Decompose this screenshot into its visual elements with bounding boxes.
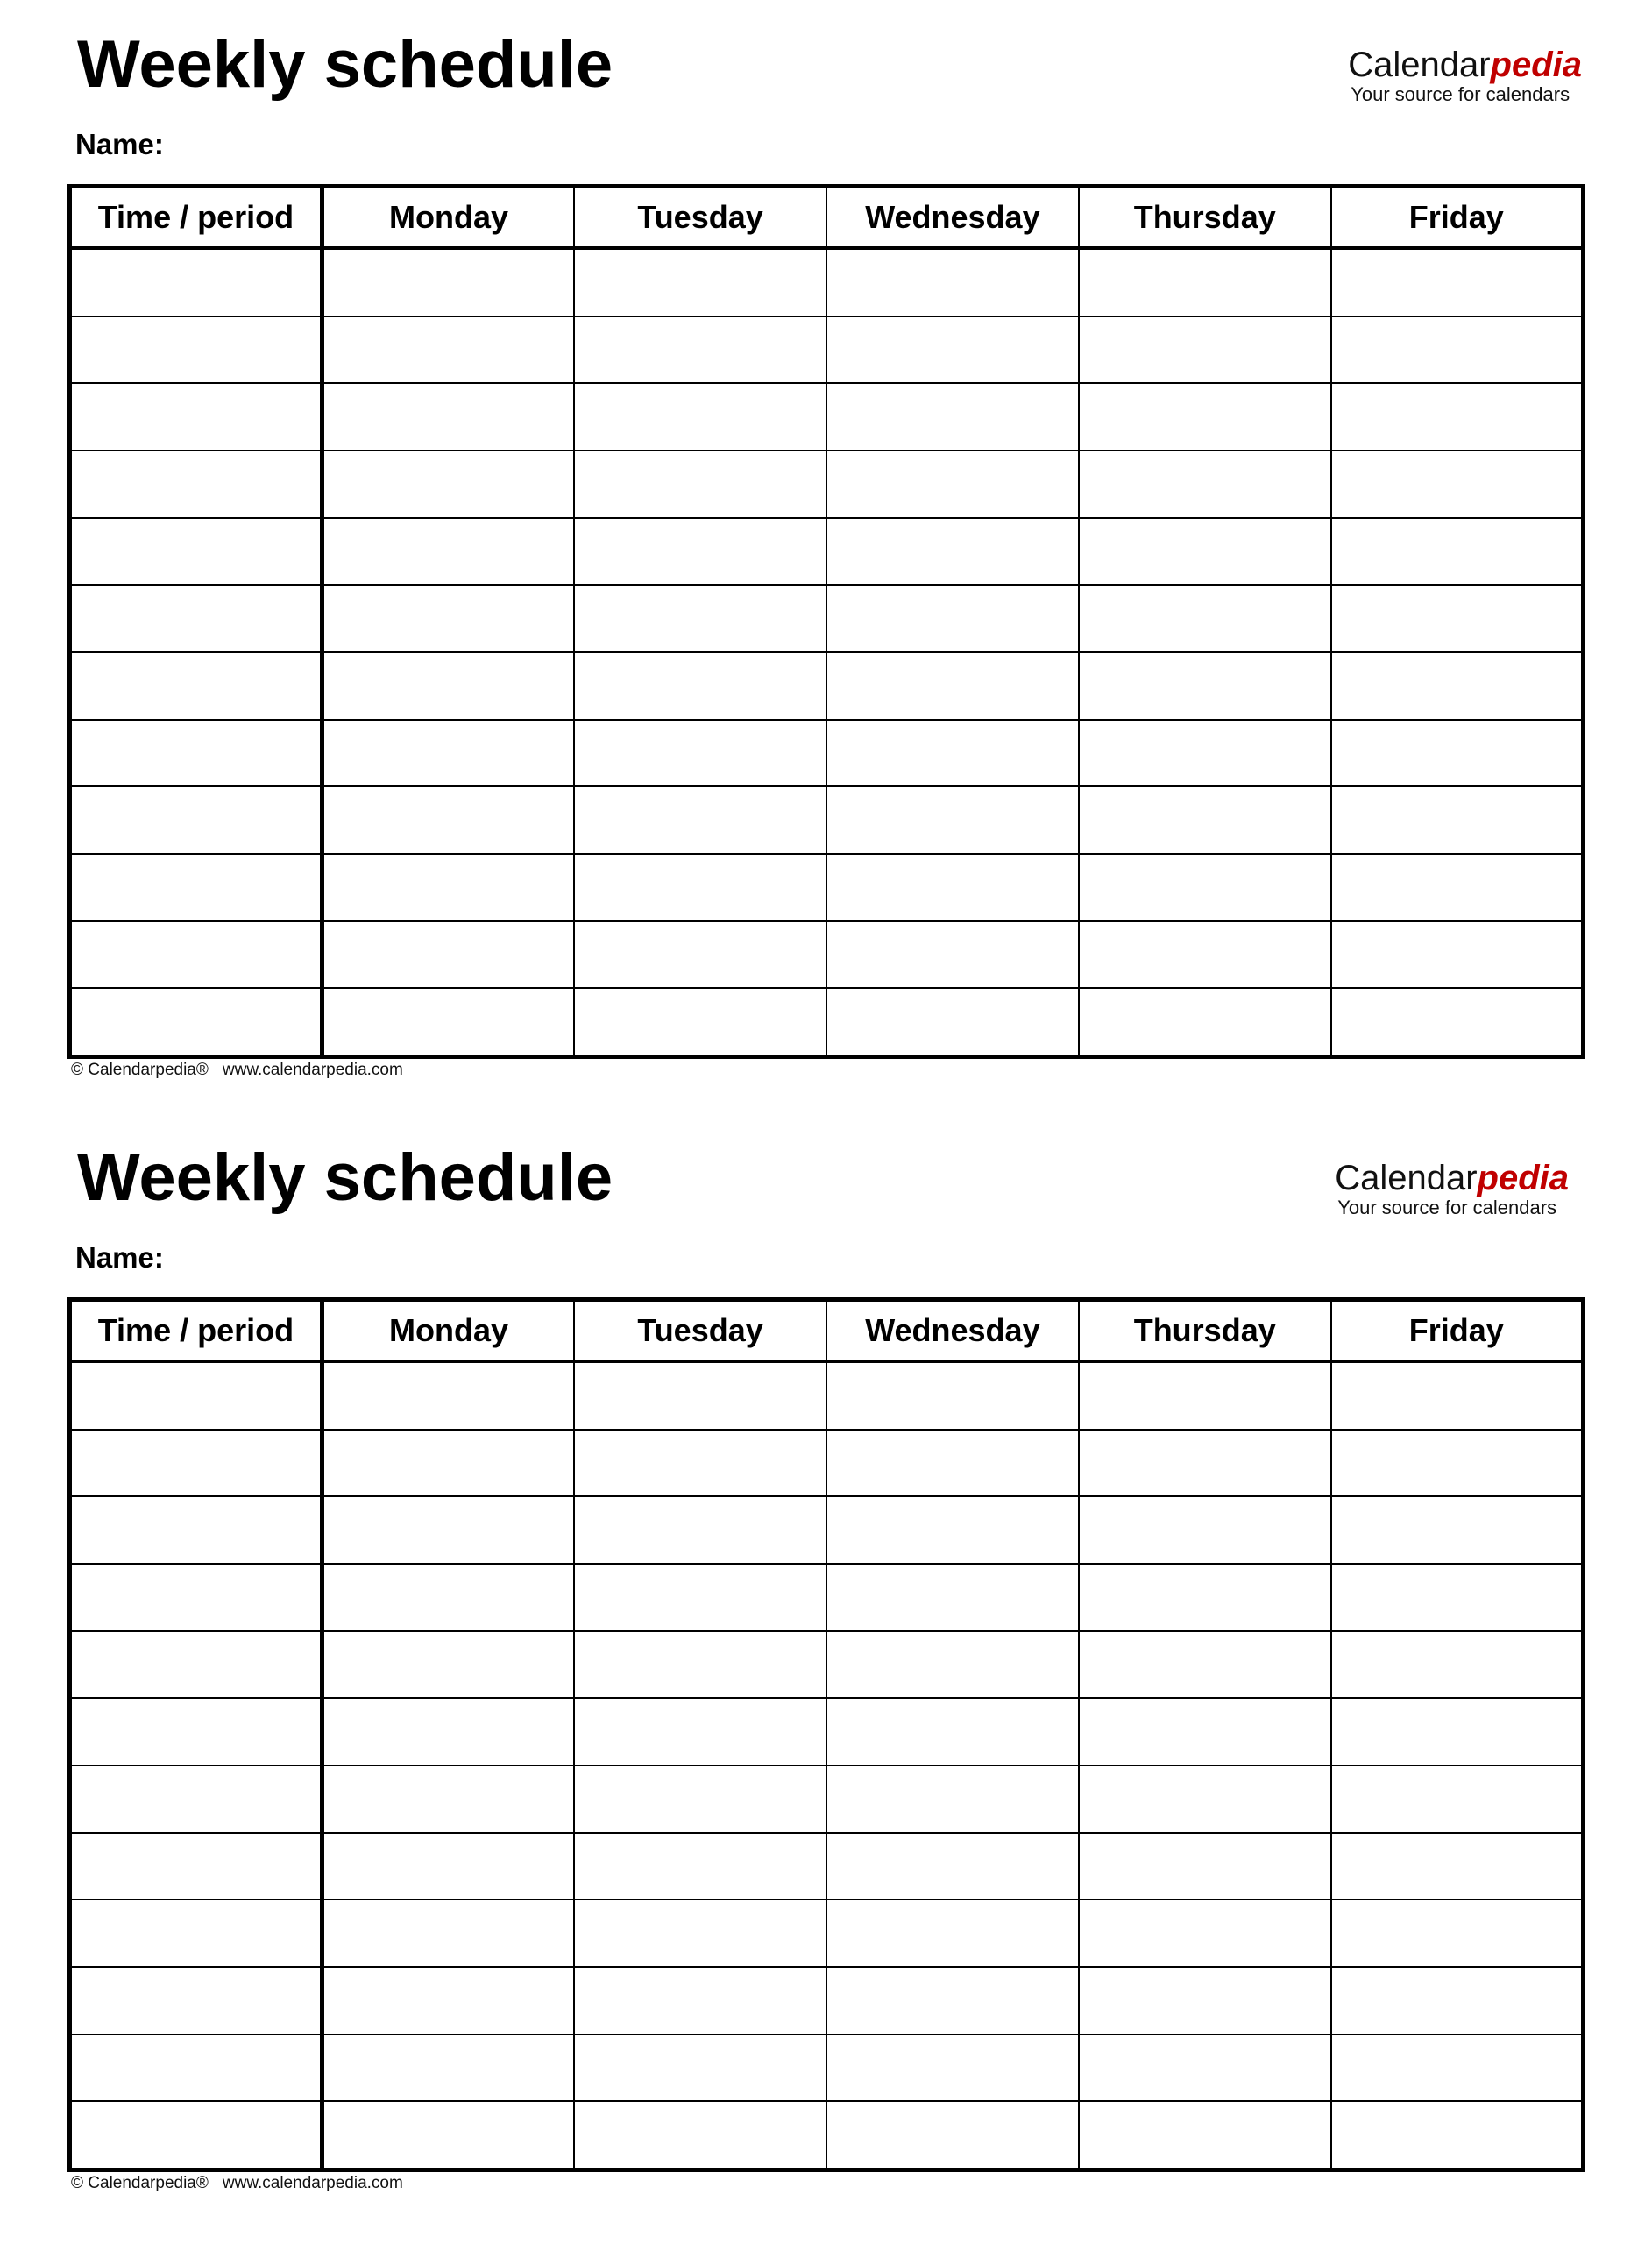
footer <box>71 2175 403 2191</box>
logo-accent-text: pedia <box>1477 1159 1569 1197</box>
schedule-cell[interactable] <box>826 1361 1079 1430</box>
table-row <box>70 652 1584 720</box>
table-row <box>70 383 1584 451</box>
time-period-cell[interactable] <box>70 1564 323 1631</box>
footer-copyright: © Calendarpedia® <box>71 1061 209 1079</box>
schedule-cell[interactable] <box>322 1967 574 2035</box>
time-period-cell[interactable] <box>70 1496 323 1564</box>
schedule-cell[interactable] <box>322 1564 574 1631</box>
column-header-tuesday: Tuesday <box>574 1300 826 1362</box>
schedule-cell[interactable] <box>826 921 1079 989</box>
schedule-cell[interactable] <box>322 2101 574 2169</box>
table-row <box>70 1631 1584 1699</box>
footer-url: www.calendarpedia.com <box>222 2174 403 2192</box>
table-row <box>70 988 1584 1056</box>
schedule-cell[interactable] <box>1079 1430 1331 1497</box>
schedule-cell[interactable] <box>826 1496 1079 1564</box>
schedule-cell[interactable] <box>1079 2035 1331 2102</box>
schedule-cell[interactable] <box>826 451 1079 518</box>
time-period-cell[interactable] <box>70 2035 323 2102</box>
schedule-cell[interactable] <box>1331 652 1584 720</box>
schedule-cell[interactable] <box>322 248 574 316</box>
schedule-cell[interactable] <box>826 1900 1079 1967</box>
schedule-cell[interactable] <box>1079 720 1331 787</box>
schedule-cell[interactable] <box>826 720 1079 787</box>
schedule-cell[interactable] <box>826 248 1079 316</box>
table-row <box>70 1361 1584 1430</box>
logo-main-text: Calendar <box>1335 1159 1478 1197</box>
schedule-cell[interactable] <box>1079 988 1331 1056</box>
schedule-cell[interactable] <box>574 2035 826 2102</box>
table-row <box>70 248 1584 316</box>
schedule-cell[interactable] <box>1331 854 1584 921</box>
logo-tagline: Your source for calendars <box>1351 83 1570 105</box>
schedule-cell[interactable] <box>1079 1967 1331 2035</box>
schedule-cell[interactable] <box>1331 1631 1584 1699</box>
schedule-cell[interactable] <box>574 988 826 1056</box>
schedule-cell[interactable] <box>826 1564 1079 1631</box>
schedule-cell[interactable] <box>574 316 826 384</box>
schedule-cell[interactable] <box>322 652 574 720</box>
column-header-time-period: Time / period <box>70 1300 323 1362</box>
time-period-cell[interactable] <box>70 786 323 854</box>
column-header-monday: Monday <box>322 187 574 249</box>
schedule-cell[interactable] <box>1331 451 1584 518</box>
schedule-cell[interactable] <box>1331 988 1584 1056</box>
table-row <box>70 720 1584 787</box>
schedule-cell[interactable] <box>826 652 1079 720</box>
time-period-cell[interactable] <box>70 652 323 720</box>
schedule-cell[interactable] <box>1331 1967 1584 2035</box>
schedule-cell[interactable] <box>574 518 826 586</box>
schedule-cell[interactable] <box>1331 921 1584 989</box>
schedule-cell[interactable] <box>574 1698 826 1765</box>
schedule-cell[interactable] <box>1079 854 1331 921</box>
time-period-cell[interactable] <box>70 1833 323 1900</box>
schedule-cell[interactable] <box>1331 1765 1584 1833</box>
schedule-cell[interactable] <box>574 1967 826 2035</box>
schedule-cell[interactable] <box>322 786 574 854</box>
schedule-cell[interactable] <box>322 1900 574 1967</box>
schedule-cell[interactable] <box>1079 1698 1331 1765</box>
schedule-cell[interactable] <box>1079 518 1331 586</box>
column-header-friday: Friday <box>1331 187 1584 249</box>
schedule-cell[interactable] <box>1331 1833 1584 1900</box>
schedule-cell[interactable] <box>1079 921 1331 989</box>
schedule-cell[interactable] <box>1079 316 1331 384</box>
table-row <box>70 854 1584 921</box>
time-period-cell[interactable] <box>70 1631 323 1699</box>
schedule-cell[interactable] <box>1331 518 1584 586</box>
schedule-cell[interactable] <box>1331 316 1584 384</box>
schedule-cell[interactable] <box>826 383 1079 451</box>
schedule-cell[interactable] <box>574 786 826 854</box>
schedule-cell[interactable] <box>322 585 574 652</box>
schedule-cell[interactable] <box>1331 1496 1584 1564</box>
name-label: Name: <box>75 1241 164 1274</box>
schedule-cell[interactable] <box>826 1631 1079 1699</box>
logo-wordmark <box>1335 1161 1569 1196</box>
time-period-cell[interactable] <box>70 1430 323 1497</box>
schedule-table <box>67 184 1585 1059</box>
column-header-thursday: Thursday <box>1079 187 1331 249</box>
time-period-cell[interactable] <box>70 1361 323 1430</box>
schedule-cell[interactable] <box>322 1833 574 1900</box>
time-period-cell[interactable] <box>70 921 323 989</box>
schedule-cell[interactable] <box>1331 1361 1584 1430</box>
table-row <box>70 1900 1584 1967</box>
schedule-cell[interactable] <box>322 1361 574 1430</box>
table-row <box>70 585 1584 652</box>
time-period-cell[interactable] <box>70 518 323 586</box>
table-row <box>70 2101 1584 2169</box>
schedule-cell[interactable] <box>574 248 826 316</box>
schedule-cell[interactable] <box>1079 652 1331 720</box>
schedule-cell[interactable] <box>1331 2035 1584 2102</box>
time-period-cell[interactable] <box>70 720 323 787</box>
schedule-cell[interactable] <box>1079 1900 1331 1967</box>
footer-url: www.calendarpedia.com <box>222 1061 403 1079</box>
time-period-cell[interactable] <box>70 2101 323 2169</box>
schedule-cell[interactable] <box>1331 1430 1584 1497</box>
schedule-sheet-2 <box>0 1113 1652 2226</box>
schedule-cell[interactable] <box>574 1430 826 1497</box>
logo-tagline: Your source for calendars <box>1337 1197 1557 1218</box>
schedule-cell[interactable] <box>322 720 574 787</box>
schedule-cell[interactable] <box>1331 1564 1584 1631</box>
schedule-cell[interactable] <box>574 1765 826 1833</box>
footer <box>71 1062 403 1078</box>
table-row <box>70 1765 1584 1833</box>
table-row <box>70 451 1584 518</box>
schedule-cell[interactable] <box>826 786 1079 854</box>
schedule-cell[interactable] <box>322 988 574 1056</box>
schedule-cell[interactable] <box>826 316 1079 384</box>
schedule-cell[interactable] <box>322 921 574 989</box>
schedule-cell[interactable] <box>322 1765 574 1833</box>
calendarpedia-logo <box>1335 1161 1569 1218</box>
logo-accent-text: pedia <box>1490 46 1582 84</box>
schedule-cell[interactable] <box>574 1361 826 1430</box>
table-header-row <box>70 187 1584 249</box>
time-period-cell[interactable] <box>70 854 323 921</box>
schedule-cell[interactable] <box>1079 1564 1331 1631</box>
table-row <box>70 518 1584 586</box>
schedule-cell[interactable] <box>1331 248 1584 316</box>
schedule-cell[interactable] <box>1079 2101 1331 2169</box>
schedule-cell[interactable] <box>574 1631 826 1699</box>
schedule-cell[interactable] <box>1331 1698 1584 1765</box>
schedule-cell[interactable] <box>1079 1765 1331 1833</box>
table-row <box>70 2035 1584 2102</box>
logo-main-text: Calendar <box>1348 46 1491 84</box>
column-header-thursday: Thursday <box>1079 1300 1331 1362</box>
schedule-cell[interactable] <box>826 2101 1079 2169</box>
schedule-cell[interactable] <box>322 451 574 518</box>
table-row <box>70 1833 1584 1900</box>
schedule-cell[interactable] <box>826 1833 1079 1900</box>
schedule-cell[interactable] <box>574 1833 826 1900</box>
schedule-cell[interactable] <box>1079 585 1331 652</box>
schedule-cell[interactable] <box>574 2101 826 2169</box>
schedule-cell[interactable] <box>322 1698 574 1765</box>
schedule-cell[interactable] <box>826 854 1079 921</box>
schedule-cell[interactable] <box>574 585 826 652</box>
footer-copyright: © Calendarpedia® <box>71 2174 209 2192</box>
table-row <box>70 786 1584 854</box>
calendarpedia-logo <box>1348 47 1582 104</box>
schedule-cell[interactable] <box>1331 585 1584 652</box>
schedule-sheet-1 <box>0 0 1652 1113</box>
schedule-cell[interactable] <box>322 518 574 586</box>
schedule-cell[interactable] <box>322 854 574 921</box>
schedule-cell[interactable] <box>1079 786 1331 854</box>
schedule-cell[interactable] <box>826 2035 1079 2102</box>
column-header-time-period: Time / period <box>70 187 323 249</box>
time-period-cell[interactable] <box>70 1967 323 2035</box>
schedule-cell[interactable] <box>1079 383 1331 451</box>
column-header-wednesday: Wednesday <box>826 187 1079 249</box>
table-header-row <box>70 1300 1584 1362</box>
schedule-cell[interactable] <box>1079 1631 1331 1699</box>
schedule-cell[interactable] <box>826 1967 1079 2035</box>
column-header-tuesday: Tuesday <box>574 187 826 249</box>
schedule-cell[interactable] <box>826 1430 1079 1497</box>
schedule-cell[interactable] <box>574 383 826 451</box>
table-row <box>70 1564 1584 1631</box>
table-row <box>70 1967 1584 2035</box>
table-row <box>70 316 1584 384</box>
schedule-cell[interactable] <box>574 854 826 921</box>
schedule-cell[interactable] <box>1079 451 1331 518</box>
schedule-cell[interactable] <box>826 1698 1079 1765</box>
time-period-cell[interactable] <box>70 988 323 1056</box>
schedule-cell[interactable] <box>1331 720 1584 787</box>
table-row <box>70 921 1584 989</box>
schedule-cell[interactable] <box>322 383 574 451</box>
schedule-cell[interactable] <box>1331 1900 1584 1967</box>
schedule-cell[interactable] <box>1079 1496 1331 1564</box>
table-row <box>70 1430 1584 1497</box>
schedule-cell[interactable] <box>574 921 826 989</box>
schedule-cell[interactable] <box>1331 383 1584 451</box>
page-title: Weekly schedule <box>77 1140 613 1215</box>
schedule-cell[interactable] <box>574 1564 826 1631</box>
time-period-cell[interactable] <box>70 451 323 518</box>
schedule-cell[interactable] <box>322 2035 574 2102</box>
schedule-cell[interactable] <box>322 1631 574 1699</box>
time-period-cell[interactable] <box>70 1765 323 1833</box>
time-period-cell[interactable] <box>70 1698 323 1765</box>
time-period-cell[interactable] <box>70 383 323 451</box>
schedule-cell[interactable] <box>574 1900 826 1967</box>
schedule-cell[interactable] <box>1079 1361 1331 1430</box>
schedule-cell[interactable] <box>574 720 826 787</box>
column-header-wednesday: Wednesday <box>826 1300 1079 1362</box>
schedule-cell[interactable] <box>1079 1833 1331 1900</box>
schedule-cell[interactable] <box>574 451 826 518</box>
time-period-cell[interactable] <box>70 248 323 316</box>
schedule-cell[interactable] <box>322 1430 574 1497</box>
page-title: Weekly schedule <box>77 27 613 102</box>
logo-wordmark <box>1348 47 1582 82</box>
schedule-cell[interactable] <box>322 316 574 384</box>
schedule-cell[interactable] <box>1079 248 1331 316</box>
schedule-cell[interactable] <box>826 585 1079 652</box>
column-header-friday: Friday <box>1331 1300 1584 1362</box>
schedule-cell[interactable] <box>1331 2101 1584 2169</box>
time-period-cell[interactable] <box>70 1900 323 1967</box>
schedule-cell[interactable] <box>574 1496 826 1564</box>
schedule-cell[interactable] <box>826 518 1079 586</box>
table-row <box>70 1496 1584 1564</box>
schedule-cell[interactable] <box>826 988 1079 1056</box>
schedule-cell[interactable] <box>322 1496 574 1564</box>
time-period-cell[interactable] <box>70 585 323 652</box>
column-header-monday: Monday <box>322 1300 574 1362</box>
time-period-cell[interactable] <box>70 316 323 384</box>
table-row <box>70 1698 1584 1765</box>
schedule-cell[interactable] <box>574 652 826 720</box>
name-label: Name: <box>75 128 164 160</box>
schedule-cell[interactable] <box>826 1765 1079 1833</box>
schedule-table <box>67 1297 1585 2172</box>
schedule-cell[interactable] <box>1331 786 1584 854</box>
